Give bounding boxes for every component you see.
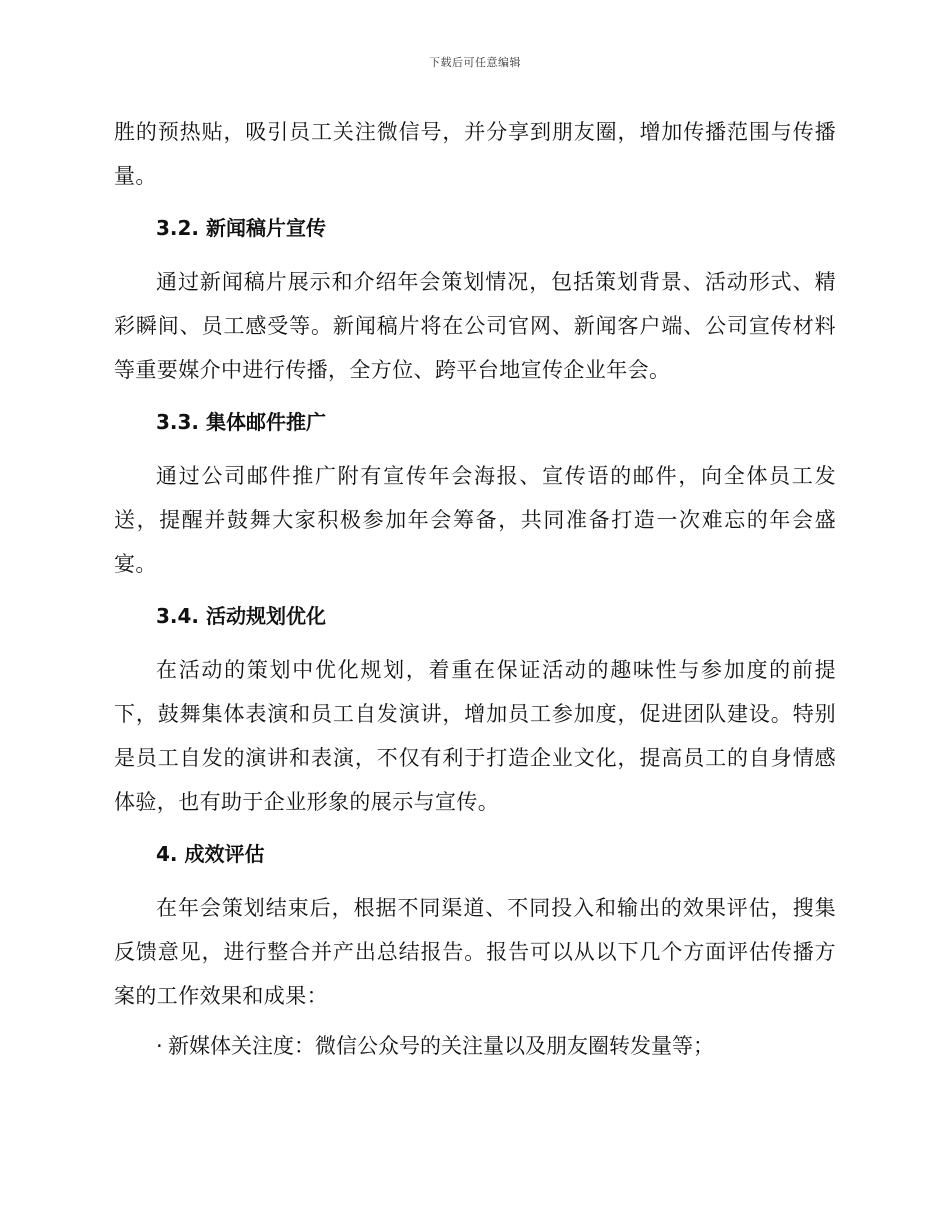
paragraph-section-3-2: 通过新闻稿片展示和介绍年会策划情况，包括策划背景、活动形式、精彩瞬间、员工感受等。新闻稿片将在公司官网、新闻客户端、公司宣传材料等重要媒介中进行传播，全方位、跨平台地宣传企业年会。 (114, 270, 836, 382)
section-heading-3-4: 3.4. 活动规划优化 (156, 604, 326, 628)
section-heading-3-2: 3.2. 新闻稿片宣传 (156, 216, 326, 240)
paragraph-section-3-4: 在活动的策划中优化规划，着重在保证活动的趣味性与参加度的前提下，鼓舞集体表演和员工自发演讲，增加员工参加度，促进团队建设。特别是员工自发的演讲和表演，不仅有利于打造企业文化，提高员工的自身情感体验，也有助于企业形象的展示与宣传。 (114, 658, 836, 814)
header-note: 下载后可任意编辑 (429, 56, 521, 69)
section-heading-4: 4. 成效评估 (156, 842, 265, 866)
section-heading-3-3: 3.3. 集体邮件推广 (156, 410, 326, 434)
bullet-dot-icon: · (156, 1034, 163, 1058)
paragraph-section-4: 在年会策划结束后，根据不同渠道、不同投入和输出的效果评估，搜集反馈意见，进行整合并产出总结报告。报告可以从以下几个方面评估传播方案的工作效果和成果： (114, 896, 836, 1008)
document-body (114, 110, 836, 1068)
bullet-text: 新媒体关注度：微信公众号的关注量以及朋友圈转发量等； (168, 1034, 714, 1058)
paragraph-section-3-3: 通过公司邮件推广附有宣传年会海报、宣传语的邮件，向全体员工发送，提醒并鼓舞大家积极参加年会筹备，共同准备打造一次难忘的年会盛宴。 (114, 464, 836, 576)
paragraph-intro-continuation: 胜的预热贴，吸引员工关注微信号，并分享到朋友圈，增加传播范围与传播量。 (114, 120, 836, 188)
bullet-item (114, 1024, 836, 1068)
